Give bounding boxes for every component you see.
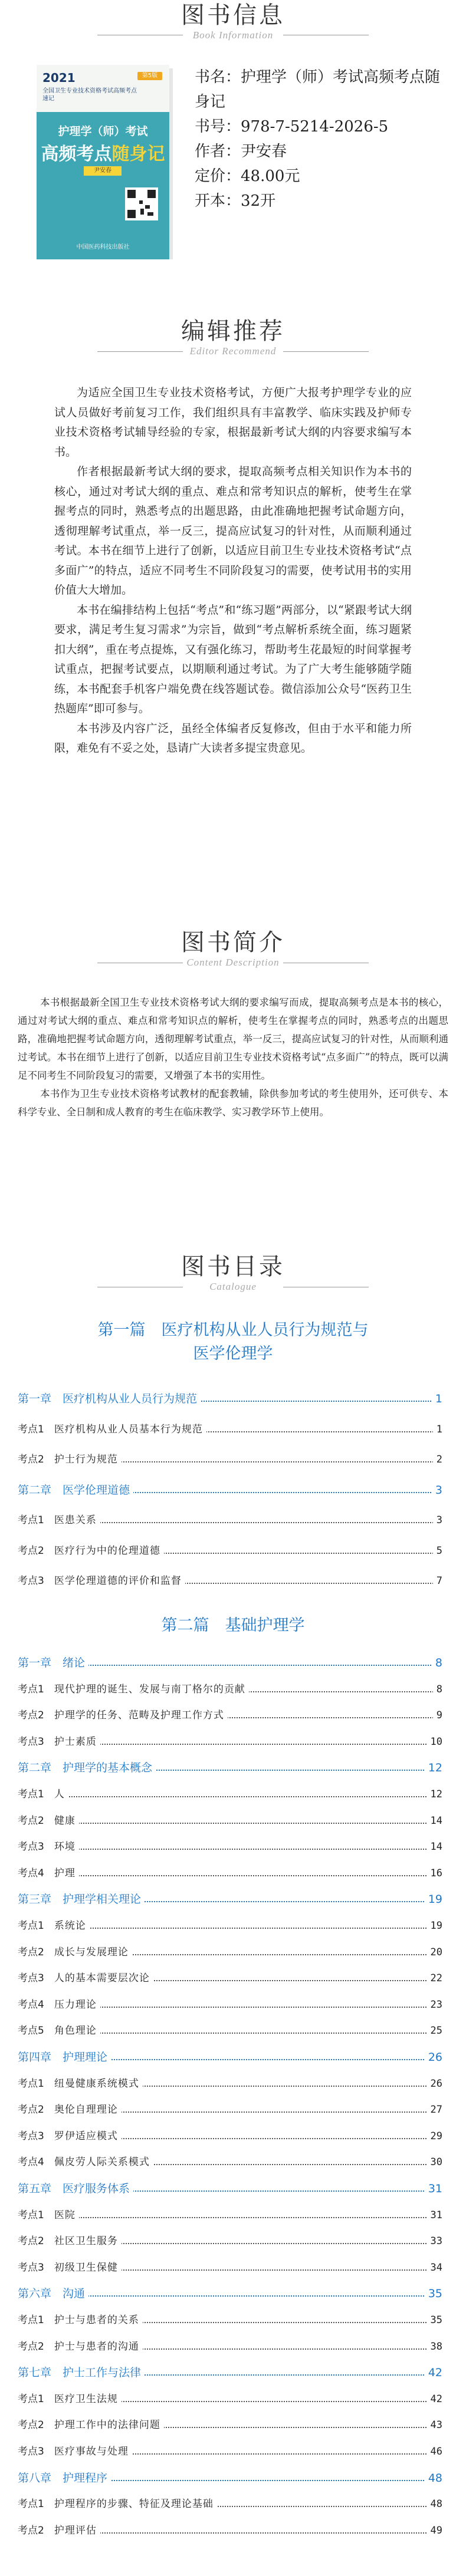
toc-label: [18, 2390, 122, 2408]
toc-title: 系统论: [54, 1920, 86, 1932]
toc-page-number: 38: [427, 2338, 442, 2356]
toc-point-row: [18, 2338, 442, 2356]
toc-number: 考点3: [18, 2446, 44, 2458]
toc-number: 第四章: [18, 2051, 52, 2064]
toc-label: [18, 1421, 206, 1438]
paragraph: 本书涉及内容广泛，虽经全体编者反复修改，但由于水平和能力所限，难免有不妥之处，恳请广大读者多提宝贵意见。: [54, 722, 412, 755]
editor-recommend-body: [54, 383, 412, 759]
toc-title: 护士工作与法律: [63, 2366, 142, 2380]
toc-number: 第八章: [18, 2471, 52, 2485]
divider: [283, 351, 369, 352]
leader-dots: [18, 1823, 442, 1824]
toc-title: 医院: [54, 2209, 76, 2221]
toc-page-number: 48: [425, 2469, 442, 2487]
leader-dots: [18, 1875, 442, 1876]
toc-page-number: 48: [427, 2495, 442, 2513]
toc-label: [18, 1572, 185, 1590]
toc-label: [18, 1542, 164, 1560]
toc-page-number: 49: [427, 2522, 442, 2539]
toc-label: [18, 2522, 100, 2539]
section-subtitle: Catalogue: [209, 1281, 257, 1292]
toc-point-row: [18, 1421, 442, 1438]
toc-title: 护理程序: [63, 2471, 108, 2485]
toc-title: 护士与患者的关系: [54, 2314, 139, 2326]
toc-number: 第七章: [18, 2366, 52, 2380]
meta-price: 定价：48.00元: [195, 167, 300, 185]
toc-point-row: [18, 1996, 442, 2014]
toc-page-number: 1: [433, 1421, 442, 1438]
toc-point-row: [18, 1707, 442, 1724]
toc-page-number: 14: [427, 1838, 442, 1856]
toc-label: [18, 1654, 88, 1672]
toc-label: [18, 1865, 79, 1882]
toc-point-row: [18, 2311, 442, 2329]
book-intro-body: [18, 993, 448, 1121]
paragraph: 本书根据最新全国卫生专业技术资格考试大纲的要求编写而成，提取高频考点是本书的核心，通过对考试大纲的重点、难点和常考知识点的解析，使考生在掌握考点的同时，熟悉考点的出题思路，准确地把握考试命题方向，透彻理解考试重点，举一反三，提高应试复习的针对性，从而顺利通过考试。本书在细节上进行了创新，以适应目前卫生专业技术资格考试“点多面广”的特点，既可以满足不同考生不同阶段复习的需要，又增强了本书的实用性。: [18, 997, 448, 1081]
toc-label: [18, 1890, 145, 1908]
toc-page-number: 19: [427, 1917, 442, 1935]
toc-number: 考点3: [18, 1575, 44, 1587]
book-info: [0, 65, 466, 283]
toc-point-row: [18, 1865, 442, 1882]
toc-label: [18, 1759, 156, 1777]
toc-point-row: [18, 2101, 442, 2119]
book-intro-header: [0, 928, 466, 969]
toc-number: 考点2: [18, 1709, 44, 1722]
toc-number: 考点1: [18, 2077, 44, 2090]
toc-chapter-row: [18, 1390, 442, 1408]
toc-number: 考点2: [18, 2104, 44, 2116]
toc-title: 社区卫生服务: [54, 2235, 118, 2248]
toc-label: [18, 1733, 100, 1751]
toc-label: [18, 2075, 143, 2093]
toc-chapter-row: [18, 1890, 442, 1908]
toc-number: 考点1: [18, 2209, 44, 2221]
toc-label: [18, 2206, 79, 2224]
toc-point-row: [18, 1943, 442, 1961]
toc-number: 第二章: [18, 1483, 52, 1497]
toc-title: 环境: [54, 1841, 76, 1853]
toc-page-number: 35: [425, 2285, 442, 2302]
toc-page-number: 34: [427, 2259, 442, 2277]
toc-point-row: [18, 1812, 442, 1830]
section-subtitle: Editor Recommend: [189, 345, 277, 357]
toc-label: [18, 2311, 143, 2329]
toc-page-number: 43: [427, 2416, 442, 2434]
toc-point-row: [18, 2206, 442, 2224]
toc-title: 护理学的基本概念: [63, 1761, 153, 1775]
toc-number: 考点2: [18, 1544, 44, 1557]
toc-chapter-row: [18, 2180, 442, 2198]
toc-title: 护理学相关理论: [63, 1893, 142, 1906]
toc-page-number: 20: [427, 1943, 442, 1961]
paragraph: 本书作为卫生专业技术资格考试教材的配套教辅，除供参加考试的考生使用外，还可供专、本科学专业、全日制和成人教育的考生在临床教学、实习教学环节上使用。: [18, 1088, 448, 1118]
toc-page-number: 31: [427, 2206, 442, 2224]
toc-label: [18, 1481, 133, 1499]
toc-page-number: 8: [433, 1681, 442, 1698]
toc-page-number: 42: [425, 2364, 442, 2381]
toc-label: [18, 2048, 111, 2066]
toc-page-number: 8: [432, 1654, 442, 1672]
toc-label: [18, 2443, 132, 2460]
toc-point-row: [18, 1838, 442, 1856]
toc-label: [18, 1786, 68, 1803]
toc-label: [18, 1838, 79, 1856]
toc-page-number: 22: [427, 1969, 442, 1987]
toc-number: 考点2: [18, 1454, 44, 1465]
toc-page-number: 26: [427, 2075, 442, 2093]
toc-title: 压力理论: [54, 1998, 97, 2011]
toc-page-number: 2: [433, 1451, 442, 1468]
toc-number: 考点1: [18, 1514, 44, 1526]
toc-label: [18, 1707, 228, 1724]
toc-point-row: [18, 2022, 442, 2040]
toc-title: 医患关系: [54, 1514, 97, 1526]
cover-series: 全国卫生专业技术资格考试高频考点速记: [42, 88, 137, 102]
toc-title: 护理: [54, 1867, 76, 1879]
section-title: 编辑推荐: [181, 318, 285, 345]
toc-title: 纽曼健康系统模式: [54, 2077, 139, 2090]
toc-label: [18, 2285, 88, 2302]
toc-number: 考点3: [18, 1972, 44, 1985]
meta-title: 书名：护理学（师）考试高频考点随身记: [195, 68, 441, 111]
toc-number: 考点2: [18, 2524, 44, 2537]
toc-title: 初级卫生保健: [54, 2261, 118, 2274]
toc-label: [18, 1917, 90, 1935]
toc-title: 绪论: [63, 1656, 86, 1669]
toc-point-row: [18, 1969, 442, 1987]
toc-label: [18, 1681, 249, 1698]
toc-title: 医疗机构从业人员行为规范: [63, 1392, 198, 1405]
toc-page-number: 25: [427, 2022, 442, 2040]
toc-page-number: 10: [427, 1733, 442, 1751]
book-cover: [37, 65, 169, 259]
toc-label: [18, 2416, 164, 2434]
toc-title: 角色理论: [54, 2025, 97, 2037]
toc-page-number: 16: [427, 1865, 442, 1882]
toc-point-row: [18, 2443, 442, 2460]
section-subtitle: Content Description: [186, 957, 280, 968]
toc-number: 考点1: [18, 1788, 44, 1800]
toc-point-row: [18, 2390, 442, 2408]
toc-title: 人的基本需要层次论: [54, 1972, 150, 1985]
toc-title: 护理评估: [54, 2524, 97, 2537]
toc-page-number: 1: [432, 1390, 442, 1408]
book-meta: [195, 65, 454, 213]
cover-title: 护理学（师）考试: [58, 125, 148, 138]
toc-point-row: [18, 2416, 442, 2434]
part-title: 第二篇 基础护理学: [161, 1616, 305, 1635]
toc-page-number: 5: [433, 1542, 442, 1560]
toc-label: [18, 1969, 153, 1987]
toc-point-row: [18, 2522, 442, 2539]
book-info-header: [0, 1, 466, 41]
toc-number: 考点1: [18, 1423, 44, 1435]
catalogue-header: [0, 1253, 466, 1293]
toc-page-number: 27: [427, 2101, 442, 2119]
toc-label: [18, 2101, 122, 2119]
toc-page-number: 33: [427, 2232, 442, 2250]
toc-number: 考点3: [18, 2130, 44, 2142]
toc-label: [18, 2364, 145, 2381]
toc-page-number: 12: [427, 1786, 442, 1803]
paragraph: 作者根据最新考试大纲的要求，提取高频考点相关知识作为本书的核心，通过对考试大纲的重点、难点和常考知识点的解析，使考生在掌握考点的同时，熟悉考点的出题思路，由此准确地把握考试命题方向，透彻理解考试重点，举一反三，提高应试复习的针对性，从而顺利通过考试。本书在细节上进行了创新，以适应目前卫生专业技术资格考试“点多面广”的特点，适应不同考生不同阶段复习的需要，使考试用书的实用价值大大增加。: [54, 465, 412, 597]
toc-page-number: 3: [432, 1481, 442, 1499]
toc-label: [18, 2338, 143, 2356]
toc-label: [18, 2022, 100, 2040]
toc-point-row: [18, 1451, 442, 1468]
toc-label: [18, 1511, 100, 1529]
toc-number: 考点3: [18, 1841, 44, 1853]
toc-title: 健康: [54, 1814, 76, 1827]
toc-chapter-row: [18, 1481, 442, 1499]
toc-number: 第二章: [18, 1761, 52, 1775]
toc-label: [18, 1390, 201, 1408]
paragraph: 为适应全国卫生专业技术资格考试，方便广大报考护理学专业的应试人员做好考前复习工作，我们组织具有丰富教学、临床实践及护师专业技术资格考试辅导经验的专家，根据最新考试大纲的内容要求编写本书。: [54, 386, 412, 459]
toc-number: 第五章: [18, 2182, 52, 2195]
toc-chapter-row: [18, 1759, 442, 1777]
toc-title: 人: [54, 1788, 65, 1800]
toc-title: 护士素质: [54, 1735, 97, 1748]
toc-number: 考点1: [18, 1683, 44, 1695]
toc-number: 考点2: [18, 2340, 44, 2353]
toc-point-row: [18, 2232, 442, 2250]
toc-title: 护士行为规范: [54, 1454, 118, 1465]
toc-title: 佩皮劳人际关系模式: [54, 2156, 150, 2169]
toc-number: 考点4: [18, 2156, 44, 2169]
toc-number: 考点1: [18, 2314, 44, 2326]
toc-point-row: [18, 1917, 442, 1935]
toc-number: 考点2: [18, 1946, 44, 1958]
toc-page-number: 9: [433, 1707, 442, 1724]
cover-publisher: 中国医药科技出版社: [76, 244, 130, 251]
toc-chapter-row: [18, 2285, 442, 2302]
meta-format: 开本：32开: [195, 192, 276, 210]
toc-chapter-row: [18, 2048, 442, 2066]
toc-label: [18, 2153, 153, 2171]
toc-number: 考点4: [18, 1867, 44, 1879]
toc-chapter-row: [18, 2364, 442, 2381]
toc-page-number: 31: [425, 2180, 442, 2198]
toc-number: 考点3: [18, 1735, 44, 1748]
section-title: 图书简介: [181, 929, 285, 956]
cover-edition-badge: 第5版: [137, 72, 162, 80]
toc-page-number: 7: [433, 1572, 442, 1590]
toc-label: [18, 2469, 111, 2487]
paragraph: 本书在编排结构上包括“考点”和“练习题”两部分，以“紧跟考试大纲要求，满足考生复习需求”为宗旨，做到“考点解析系统全面，练习题紧扣大纲”，重在考点提炼，又有强化练习，帮助考生花最短的时间掌握考试重点，把握考试要点，以期顺利通过考试。为了广大考生能够随学随练，本书配套手机客户端免费在线答题试卷。微信添加公众号“医药卫生热题库”即可参与。: [54, 603, 412, 715]
part-title: 第一篇 医疗机构从业人员行为规范与 医学伦理学: [97, 1321, 369, 1363]
toc-point-row: [18, 2127, 442, 2145]
toc-label: [18, 1812, 79, 1830]
toc-label: [18, 2127, 122, 2145]
toc-number: 考点1: [18, 2393, 44, 2405]
toc-number: 考点5: [18, 2025, 44, 2037]
toc-title: 现代护理的诞生、发展与南丁格尔的贡献: [54, 1683, 245, 1695]
toc-title: 医学伦理道德的评价和监督: [54, 1575, 182, 1587]
toc-point-row: [18, 1786, 442, 1803]
toc-label: [18, 1943, 132, 1961]
toc-number: 第一章: [18, 1392, 52, 1405]
toc-title: 医学伦理道德: [63, 1483, 130, 1497]
cover-title-main: 高频考点随身记: [41, 144, 165, 164]
toc-title: 护理工作中的法律问题: [54, 2419, 160, 2432]
leader-dots: [18, 1796, 442, 1797]
cover-author-tag: 尹安春: [84, 166, 122, 176]
toc-title: 护士与患者的沟通: [54, 2340, 139, 2353]
toc-label: [18, 2232, 122, 2250]
toc-title: 医疗行为中的伦理道德: [54, 1544, 160, 1557]
toc-page-number: 3: [433, 1511, 442, 1529]
toc-number: 考点1: [18, 1920, 44, 1932]
toc-point-row: [18, 2495, 442, 2513]
toc-title: 医疗机构从业人员基本行为规范: [54, 1423, 203, 1435]
editor-recommend-header: [0, 317, 466, 357]
toc-page-number: 12: [425, 1759, 442, 1777]
toc-point-row: [18, 2075, 442, 2093]
toc-label: [18, 2495, 217, 2513]
toc-title: 奥伦自理理论: [54, 2104, 118, 2116]
cover-shadow: [169, 68, 173, 259]
cover-year: 2021: [42, 71, 76, 85]
toc-page-number: 19: [425, 1890, 442, 1908]
toc-title: 成长与发展理论: [54, 1946, 129, 1958]
leader-dots: [18, 1849, 442, 1850]
toc-number: 考点2: [18, 2419, 44, 2432]
qr-code-icon: [125, 187, 158, 220]
toc-page-number: 46: [427, 2443, 442, 2460]
meta-isbn: 书号：978-7-5214-2026-5: [195, 118, 389, 136]
toc-title: 医疗卫生法规: [54, 2393, 118, 2405]
toc-number: 考点2: [18, 1814, 44, 1827]
toc-number: 考点2: [18, 2235, 44, 2248]
toc-page-number: 42: [427, 2390, 442, 2408]
meta-author: 作者：尹安春: [195, 143, 287, 160]
leader-dots: [18, 2217, 442, 2218]
toc-page-number: 26: [425, 2048, 442, 2066]
toc-point-row: [18, 1572, 442, 1590]
toc-page-number: 29: [427, 2127, 442, 2145]
toc-page-number: 23: [427, 1996, 442, 2014]
toc-number: 考点1: [18, 2498, 44, 2511]
toc-page-number: 35: [427, 2311, 442, 2329]
toc-title: 护理理论: [63, 2051, 108, 2064]
toc-number: 考点3: [18, 2261, 44, 2274]
toc-point-row: [18, 1511, 442, 1529]
toc-page-number: 30: [427, 2153, 442, 2171]
toc-label: [18, 2259, 122, 2277]
toc-label: [18, 2180, 133, 2198]
toc-point-row: [18, 2153, 442, 2171]
toc-title: 医疗服务体系: [63, 2182, 130, 2195]
toc-title: 医疗事故与处理: [54, 2446, 129, 2458]
toc-number: 第六章: [18, 2287, 52, 2301]
divider: [97, 351, 183, 352]
section-title: 图书信息: [181, 2, 285, 29]
toc-title: 罗伊适应模式: [54, 2130, 118, 2142]
toc-page-number: 14: [427, 1812, 442, 1830]
toc-number: 第一章: [18, 1656, 52, 1669]
toc-chapter-row: [18, 1654, 442, 1672]
toc-number: 第三章: [18, 1893, 52, 1906]
toc-title: 护理学的任务、范畴及护理工作方式: [54, 1709, 224, 1722]
toc-title: 沟通: [63, 2287, 86, 2301]
toc-chapter-row: [18, 2469, 442, 2487]
toc-label: [18, 1451, 122, 1468]
section-subtitle: Book Information: [192, 29, 274, 41]
toc-point-row: [18, 2259, 442, 2277]
toc-title: 护理程序的步骤、特征及理论基础: [54, 2498, 214, 2511]
toc-point-row: [18, 1542, 442, 1560]
section-title: 图书目录: [181, 1253, 285, 1280]
toc-number: 考点4: [18, 1998, 44, 2011]
toc-point-row: [18, 1681, 442, 1698]
toc-label: [18, 1996, 100, 2014]
toc-point-row: [18, 1733, 442, 1751]
